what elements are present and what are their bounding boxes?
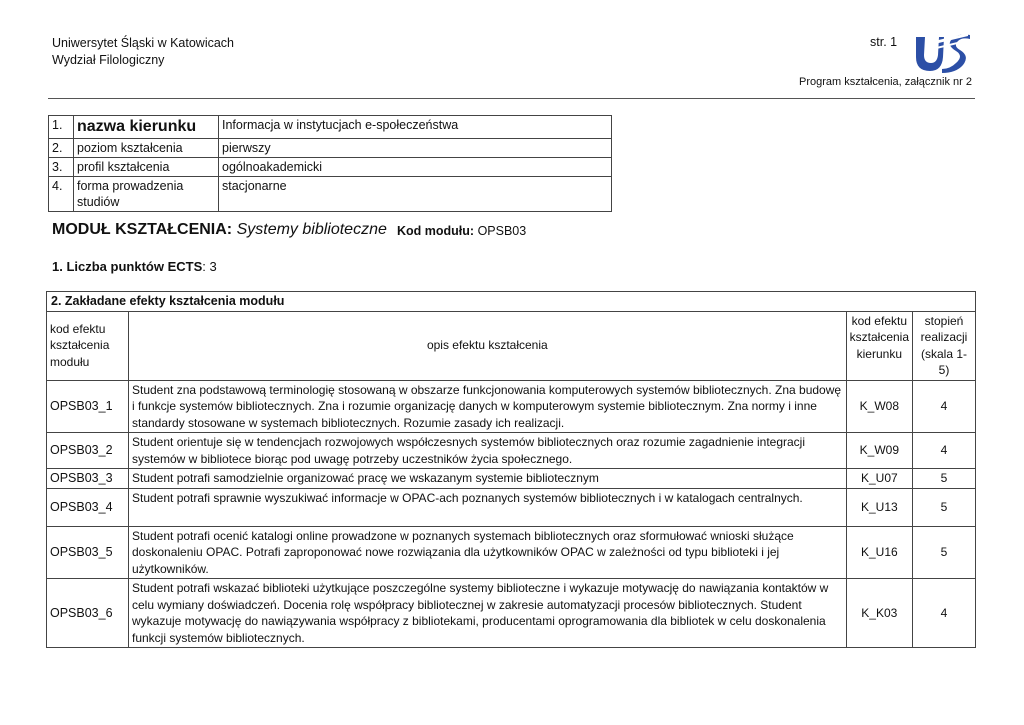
program-outcome-code: K_U07 <box>846 469 912 489</box>
realization-level: 4 <box>913 579 976 648</box>
table-row <box>47 526 976 579</box>
row-label: forma prowadzenia studiów <box>74 177 219 212</box>
program-info-table <box>48 115 612 212</box>
module-prefix: MODUŁ KSZTAŁCENIA: <box>52 221 233 238</box>
outcome-code: OPSB03_3 <box>47 469 129 489</box>
outcome-description: Student potrafi sprawnie wyszukiwać informacje w OPAC-ach poznanych systemów bibliotecznych i w katalogach centralnych. <box>129 488 847 526</box>
table-row <box>47 579 976 648</box>
column-header: stopień realizacji (skala 1-5) <box>913 311 976 380</box>
outcome-code: OPSB03_1 <box>47 380 129 433</box>
ects-value: : 3 <box>202 259 217 274</box>
realization-level: 5 <box>913 488 976 526</box>
outcome-description: Student potrafi samodzielnie organizować pracę we wskazanym systemie bibliotecznym <box>129 469 847 489</box>
realization-level: 5 <box>913 526 976 579</box>
program-outcome-code: K_W08 <box>846 380 912 433</box>
outcome-code: OPSB03_2 <box>47 433 129 469</box>
outcome-description: Student potrafi ocenić katalogi online prowadzone w poznanych systemach bibliotecznych oraz sformułować wnioski służące doskonaleniu OPAC. Potrafi zaproponować nowe rozwiązania dla użytkowników OPAC w zależności od typu biblioteki i jej użytkowników. <box>129 526 847 579</box>
program-outcome-code: K_U16 <box>846 526 912 579</box>
row-value: pierwszy <box>219 139 612 158</box>
table-caption-row <box>47 292 976 312</box>
outcome-description: Student zna podstawową terminologię stosowaną w obszarze funkcjonowania komputerowych systemów bibliotecznych. Zna budowę i funkcje systemów bibliotecznych. Zna i rozumie organizację danych w komputerowym systemie bibliotecznym. Zna normy i inne standardy stosowane w systemach bibliotecznych. Rozumie zasady ich realizacji. <box>129 380 847 433</box>
table-row <box>47 488 976 526</box>
table-row <box>47 433 976 469</box>
row-label: profil kształcenia <box>74 158 219 177</box>
realization-level: 4 <box>913 433 976 469</box>
ects-label: 1. Liczba punktów ECTS <box>52 259 203 274</box>
table-row <box>49 139 612 158</box>
realization-level: 5 <box>913 469 976 489</box>
us-university-logo-icon <box>912 31 972 75</box>
ects-points <box>52 259 217 274</box>
outcome-code: OPSB03_6 <box>47 579 129 648</box>
program-note: Program kształcenia, załącznik nr 2 <box>798 76 972 88</box>
row-number: 1. <box>49 116 74 139</box>
table-row <box>47 469 976 489</box>
realization-level: 4 <box>913 380 976 433</box>
row-number: 2. <box>49 139 74 158</box>
table-caption: 2. Zakładane efekty kształcenia modułu <box>47 292 976 312</box>
column-header: kod efektu kształcenia kierunku <box>846 311 912 380</box>
row-label: poziom kształcenia <box>74 139 219 158</box>
header-divider <box>48 98 975 99</box>
row-label: nazwa kierunku <box>74 116 219 139</box>
learning-outcomes-table <box>46 291 976 648</box>
table-row <box>49 158 612 177</box>
module-name: Systemy biblioteczne <box>236 221 387 238</box>
table-row <box>49 116 612 139</box>
outcome-code: OPSB03_5 <box>47 526 129 579</box>
row-number: 3. <box>49 158 74 177</box>
faculty-name: Wydział Filologiczny <box>52 53 165 67</box>
page-number: str. 1 <box>870 35 898 49</box>
outcome-description: Student potrafi wskazać biblioteki użytkujące poszczególne systemy biblioteczne i wykazuje motywację do nawiązania kontaktów w celu wymiany doświadczeń. Docenia rolę współpracy bibliotecznej w zakresie automatyzacji procesów bibliotecznych. Student wykazuje motywację do nawiązywania współpracy z bibliotekami, producentami oprogramowania dla bibliotek w celu doskonalenia funkcji systemów bibliotecznych. <box>129 579 847 648</box>
column-header: opis efektu kształcenia <box>129 311 847 380</box>
column-header: kod efektu kształcenia modułu <box>47 311 129 380</box>
module-code <box>397 224 526 238</box>
outcome-code: OPSB03_4 <box>47 488 129 526</box>
program-outcome-code: K_W09 <box>846 433 912 469</box>
outcome-description: Student orientuje się w tendencjach rozwojowych współczesnych systemów bibliotecznych oraz rozumie zagadnienie integracji systemów w bibliotece biorąc pod uwagę potrzeby uczestników życia społecznego. <box>129 433 847 469</box>
document-header <box>52 35 234 69</box>
program-outcome-code: K_U13 <box>846 488 912 526</box>
table-row <box>47 380 976 433</box>
program-outcome-code: K_K03 <box>846 579 912 648</box>
row-value: stacjonarne <box>219 177 612 212</box>
module-code-value: OPSB03 <box>477 224 527 238</box>
module-title <box>52 221 387 239</box>
row-number: 4. <box>49 177 74 212</box>
table-row <box>49 177 612 212</box>
university-name: Uniwersytet Śląski w Katowicach <box>52 36 235 50</box>
row-value: Informacja w instytucjach e-społeczeństwa <box>219 116 612 139</box>
module-code-label: Kod modułu: <box>397 224 475 238</box>
table-header-row <box>47 311 976 380</box>
row-value: ogólnoakademicki <box>219 158 612 177</box>
